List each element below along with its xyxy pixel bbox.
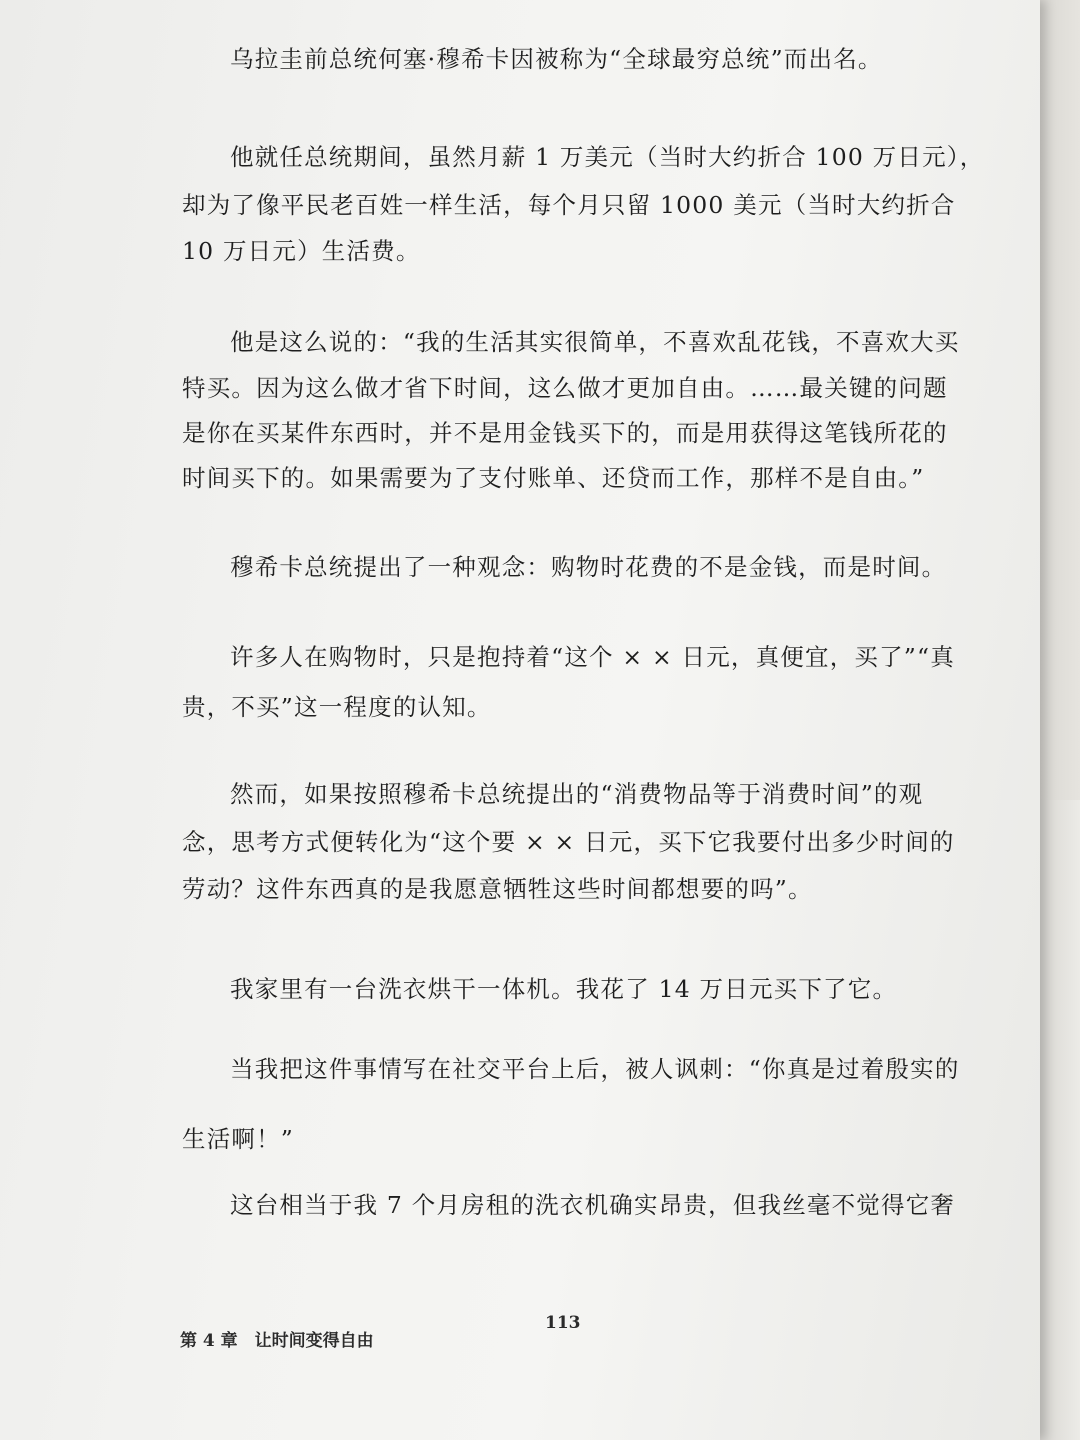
text-line: 这台相当于我 7 个月房租的洗衣机确实昂贵，但我丝毫不觉得它奢 bbox=[230, 1191, 956, 1219]
text-line: 乌拉圭前总统何塞·穆希卡因被称为“全球最穷总统”而出名。 bbox=[230, 45, 883, 73]
text-line: 10 万日元）生活费。 bbox=[182, 237, 421, 265]
text-line: 穆希卡总统提出了一种观念：购物时花费的不是金钱，而是时间。 bbox=[230, 553, 947, 581]
text-line: 生活啊！” bbox=[182, 1125, 295, 1153]
text-line: 是你在买某件东西时，并不是用金钱买下的，而是用获得这笔钱所花的 bbox=[182, 419, 948, 447]
text-line: 贵，不买”这一程度的认知。 bbox=[182, 693, 492, 721]
text-line: 念，思考方式便转化为“这个要 × × 日元，买下它我要付出多少时间的 bbox=[182, 828, 955, 856]
text-line: 特买。因为这么做才省下时间，这么做才更加自由。……最关键的问题 bbox=[182, 374, 948, 402]
page-number: 113 bbox=[545, 1313, 581, 1333]
text-line: 他就任总统期间，虽然月薪 1 万美元（当时大约折合 100 万日元）， bbox=[230, 143, 985, 171]
text-line: 时间买下的。如果需要为了支付账单、还贷而工作，那样不是自由。” bbox=[182, 464, 925, 492]
text-line: 我家里有一台洗衣烘干一体机。我花了 14 万日元买下了它。 bbox=[230, 975, 898, 1003]
text-line: 许多人在购物时，只是抱持着“这个 × × 日元，真便宜，买了”“真 bbox=[230, 643, 955, 671]
text-line: 然而，如果按照穆希卡总统提出的“消费物品等于消费时间”的观 bbox=[230, 780, 924, 808]
text-line: 当我把这件事情写在社交平台上后，被人讽刺：“你真是过着殷实的 bbox=[230, 1055, 960, 1083]
text-line: 劳动？这件东西真的是我愿意牺牲这些时间都想要的吗”。 bbox=[182, 875, 813, 903]
text-line: 却为了像平民老百姓一样生活，每个月只留 1000 美元（当时大约折合 bbox=[182, 191, 956, 219]
chapter-footer: 第 4 章 让时间变得自由 bbox=[180, 1331, 374, 1351]
text-line: 他是这么说的：“我的生活其实很简单，不喜欢乱花钱，不喜欢大买 bbox=[230, 328, 960, 356]
